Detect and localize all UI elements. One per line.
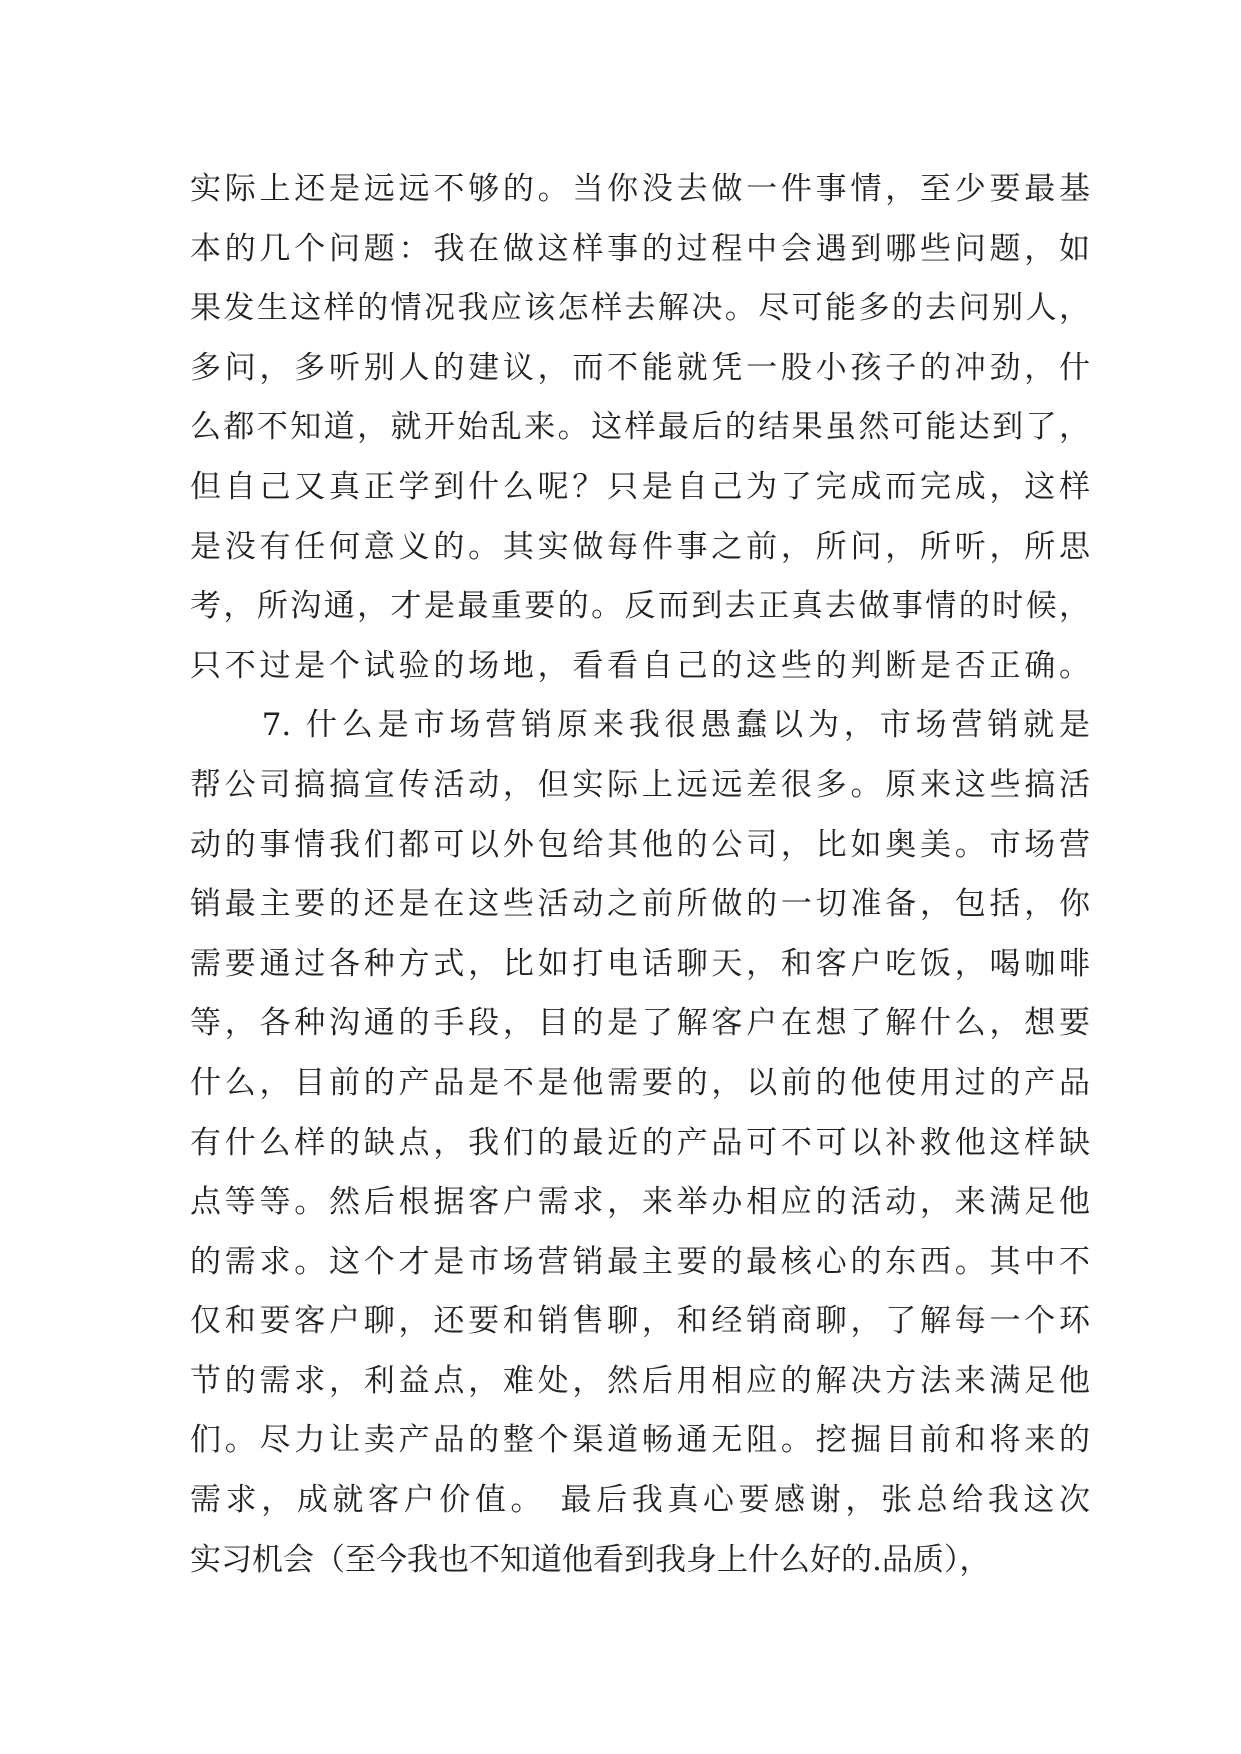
body-text <box>190 160 1090 1590</box>
text-line: 是没有任何意义的。其实做每件事之前，所问，所听，所思 <box>190 528 1090 565</box>
text-line: 实际上还是远远不够的。当你没去做一件事情，至少要最基 <box>190 171 1090 207</box>
text-line: 需要通过各种方式，比如打电话聊天，和客户吃饭，喝咖啡 <box>190 945 1090 982</box>
text-line: 考，所沟通，才是最重要的。反而到去正真去做事情的时候， <box>190 588 1090 625</box>
text-line: 果发生这样的情况我应该怎样去解决。尽可能多的去问别人， <box>190 290 1090 327</box>
text-line: 节的需求，利益点，难处，然后用相应的解决方法来满足他 <box>190 1362 1090 1399</box>
text-line: 7. 什么是市场营销原来我很愚蠢以为，市场营销就是 <box>190 707 1090 744</box>
text-line: 仅和要客户聊，还要和销售聊，和经销商聊，了解每一个环 <box>190 1303 1090 1340</box>
text-line: 有什么样的缺点，我们的最近的产品可不可以补救他这样缺 <box>190 1124 1090 1161</box>
text-line: 么都不知道，就开始乱来。这样最后的结果虽然可能达到了， <box>190 409 1090 446</box>
text-line: 动的事情我们都可以外包给其他的公司，比如奥美。市场营 <box>190 826 1090 863</box>
text-line: 们。尽力让卖产品的整个渠道畅通无阻。挖掘目前和将来的 <box>190 1422 1090 1459</box>
text-line: 等，各种沟通的手段，目的是了解客户在想了解什么，想要 <box>190 1005 1090 1042</box>
text-line: 点等等。然后根据客户需求，来举办相应的活动，来满足他 <box>190 1184 1090 1221</box>
text-line: 销最主要的还是在这些活动之前所做的一切准备，包括，你 <box>190 886 1090 923</box>
text-line: 但自己又真正学到什么呢？只是自己为了完成而完成，这样 <box>190 468 1090 505</box>
text-line: 多问，多听别人的建议，而不能就凭一股小孩子的冲劲，什 <box>190 349 1090 386</box>
text-line: 本的几个问题：我在做这样事的过程中会遇到哪些问题，如 <box>190 230 1090 267</box>
text-line: 什么，目前的产品是不是他需要的，以前的他使用过的产品 <box>190 1064 1090 1101</box>
text-line: 的需求。这个才是市场营销最主要的最核心的东西。其中不 <box>190 1243 1090 1280</box>
text-line: 实习机会（至今我也不知道他看到我身上什么好的.品质）， <box>190 1541 991 1578</box>
text-line: 只不过是个试验的场地，看看自己的这些的判断是否正确。 <box>190 647 1090 684</box>
text-line: 需求，成就客户价值。 最后我真心要感谢，张总给我这次 <box>190 1482 1090 1519</box>
text-line: 帮公司搞搞宣传活动，但实际上远远差很多。原来这些搞活 <box>190 766 1090 803</box>
